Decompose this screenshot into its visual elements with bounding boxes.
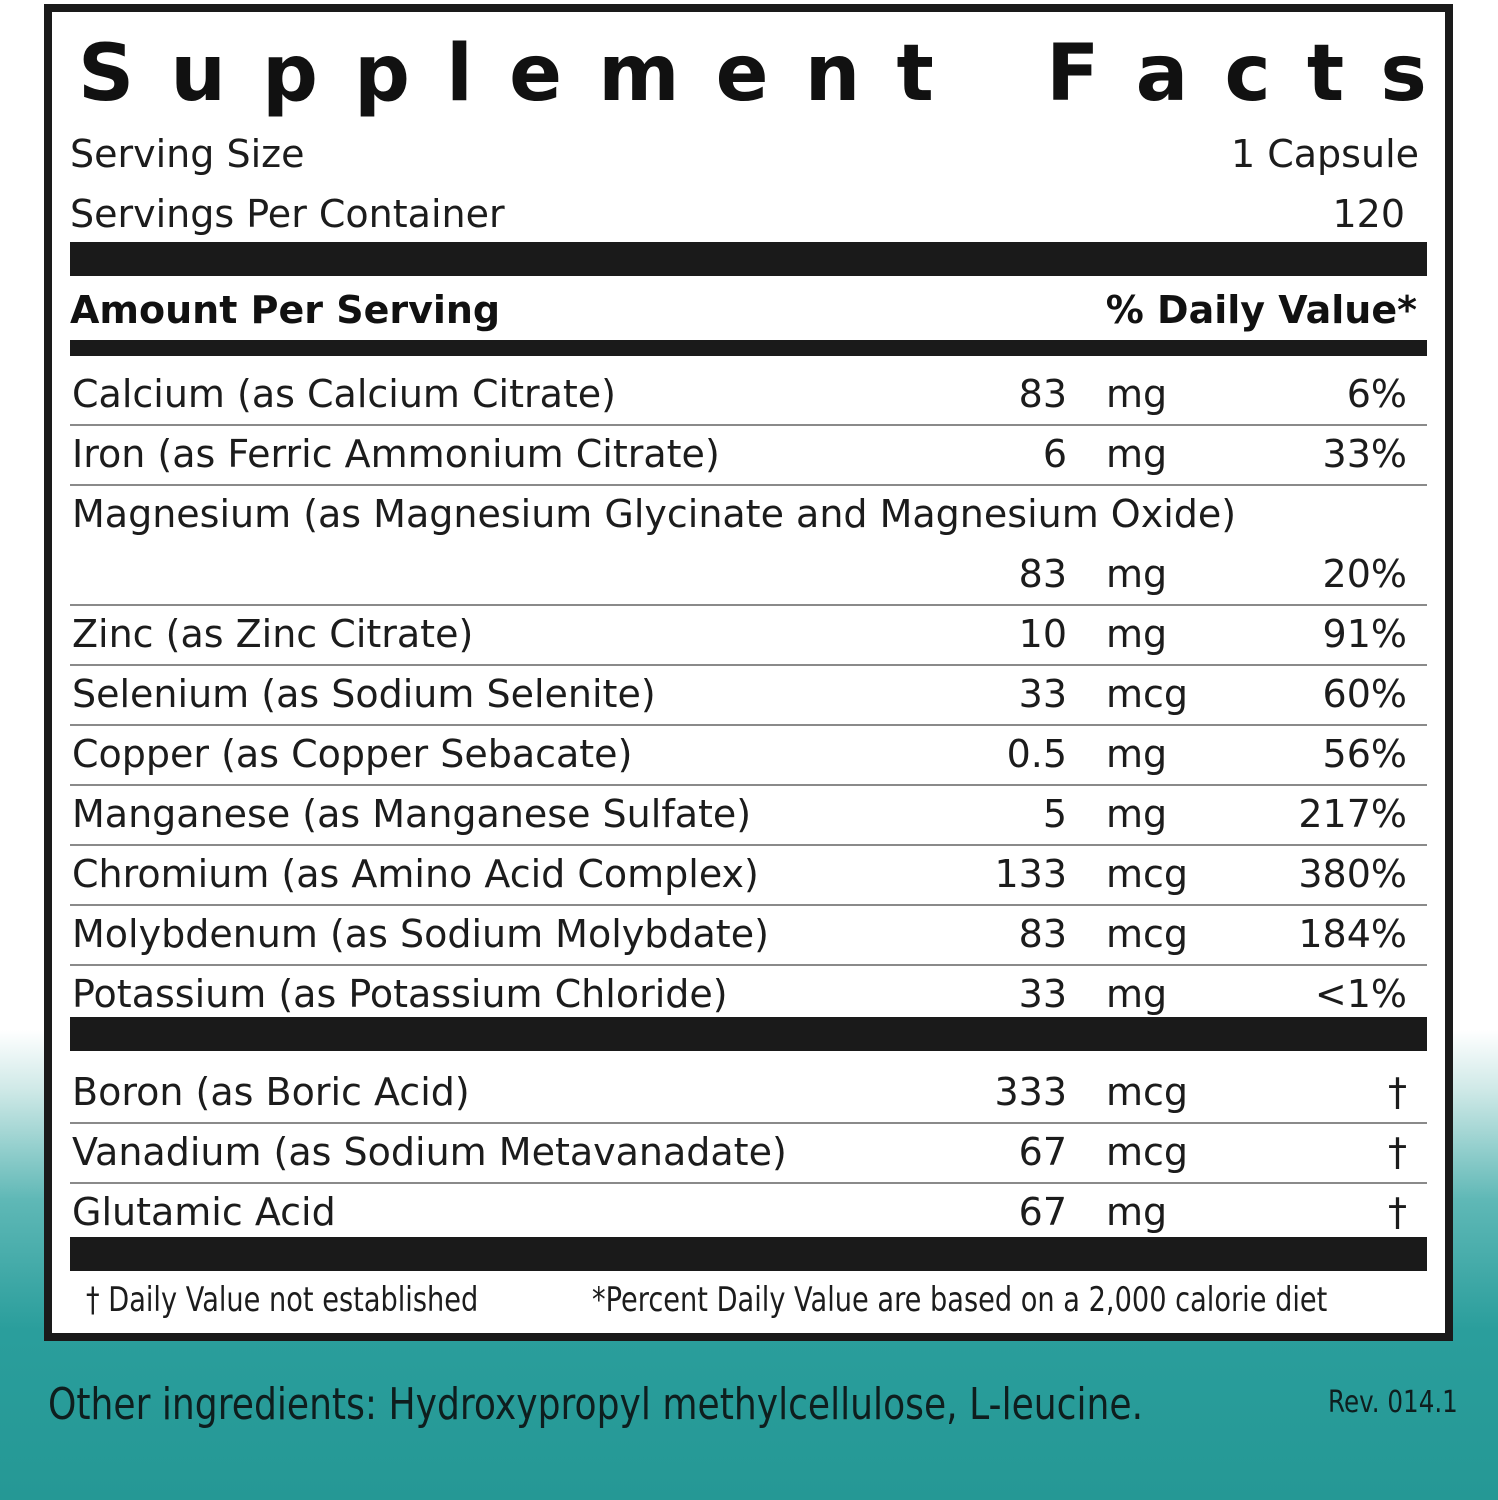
nutrient-unit: mg: [1106, 552, 1168, 596]
nutrient-daily-value: <1%: [1314, 972, 1407, 1016]
serving-size-value: 1 Capsule: [1230, 132, 1419, 176]
nutrient-amount: 0.5: [1006, 732, 1067, 776]
nutrient-amount: 5: [1042, 792, 1067, 836]
nutrient-row: [70, 1122, 1427, 1184]
nutrient-amount: 133: [994, 852, 1067, 896]
servings-per-container-value: 120: [1332, 192, 1405, 236]
nutrient-amount: 83: [1018, 552, 1067, 596]
nutrient-daily-value: 20%: [1322, 552, 1407, 596]
nutrient-row: [70, 604, 1427, 666]
nutrient-name: Calcium (as Calcium Citrate): [72, 372, 617, 416]
thick-divider: [70, 1017, 1427, 1051]
nutrient-unit: mcg: [1106, 672, 1189, 716]
nutrient-name: Iron (as Ferric Ammonium Citrate): [72, 432, 720, 476]
nutrient-name: Magnesium (as Magnesium Glycinate and Magnesium Oxide): [72, 492, 1237, 536]
nutrient-daily-value: 184%: [1298, 912, 1407, 956]
title-letter: F: [1046, 29, 1100, 119]
nutrient-name: Zinc (as Zinc Citrate): [72, 612, 474, 656]
nutrient-row: [70, 1182, 1427, 1242]
nutrient-row: [70, 664, 1427, 726]
nutrient-unit: mg: [1106, 792, 1168, 836]
nutrient-unit: mg: [1106, 432, 1168, 476]
nutrient-unit: mcg: [1106, 1130, 1189, 1174]
nutrient-daily-value: 217%: [1298, 792, 1407, 836]
dagger-footnote: † Daily Value not established: [86, 1280, 479, 1320]
nutrient-name: Boron (as Boric Acid): [72, 1070, 470, 1114]
nutrient-row: [70, 364, 1427, 426]
nutrient-amount: 83: [1018, 912, 1067, 956]
title-letter: e: [509, 29, 562, 119]
nutrient-amount: 33: [1018, 972, 1067, 1016]
revision-number: Rev. 014.1: [1328, 1385, 1458, 1420]
title-letter: u: [170, 29, 226, 119]
nutrient-amount: 333: [994, 1070, 1067, 1114]
nutrient-row: [70, 484, 1427, 606]
thick-divider: [70, 242, 1427, 276]
nutrient-daily-value: 33%: [1322, 432, 1407, 476]
nutrient-unit: mg: [1106, 732, 1168, 776]
nutrient-amount: 33: [1018, 672, 1067, 716]
nutrient-unit: mcg: [1106, 1070, 1189, 1114]
nutrient-unit: mg: [1106, 972, 1168, 1016]
percent-daily-value-footnote: *Percent Daily Value are based on a 2,000 calorie diet: [592, 1280, 1328, 1320]
nutrient-daily-value: 56%: [1322, 732, 1407, 776]
nutrient-name: Glutamic Acid: [72, 1190, 336, 1234]
nutrient-name: Selenium (as Sodium Selenite): [72, 672, 656, 716]
nutrient-unit: mg: [1106, 612, 1168, 656]
title-letter: m: [598, 29, 680, 119]
nutrient-name: Molybdenum (as Sodium Molybdate): [72, 912, 769, 956]
title-letter: s: [1380, 29, 1427, 119]
nutrient-name: Copper (as Copper Sebacate): [72, 732, 633, 776]
nutrient-row: [70, 724, 1427, 786]
title-letter: p: [354, 29, 410, 119]
nutrient-name: Vanadium (as Sodium Metavanadate): [72, 1130, 787, 1174]
panel-title: [78, 29, 1427, 119]
title-letter: n: [804, 29, 861, 119]
nutrient-daily-value: †: [1388, 1190, 1407, 1234]
nutrient-daily-value: 380%: [1298, 852, 1407, 896]
nutrient-unit: mg: [1106, 1190, 1168, 1234]
nutrient-daily-value: 6%: [1346, 372, 1407, 416]
title-letter: p: [262, 29, 318, 119]
nutrient-unit: mg: [1106, 372, 1168, 416]
nutrient-amount: 6: [1042, 432, 1067, 476]
nutrient-row: [70, 904, 1427, 966]
nutrient-amount: 67: [1018, 1190, 1067, 1234]
title-letter: e: [715, 29, 769, 119]
nutrient-name: Manganese (as Manganese Sulfate): [72, 792, 752, 836]
serving-size-label: Serving Size: [70, 132, 305, 176]
nutrient-row: [70, 844, 1427, 906]
nutrient-daily-value: †: [1388, 1070, 1407, 1114]
thick-divider: [70, 1237, 1427, 1271]
title-letter: c: [1224, 29, 1271, 119]
nutrient-row: [70, 1062, 1427, 1124]
amount-per-serving-header: Amount Per Serving: [70, 288, 501, 332]
nutrient-unit: mcg: [1106, 912, 1189, 956]
nutrient-daily-value: 60%: [1322, 672, 1407, 716]
title-letter: t: [896, 29, 934, 119]
daily-value-header: % Daily Value*: [1105, 288, 1417, 332]
nutrient-row: [70, 424, 1427, 486]
servings-per-container-label: Servings Per Container: [70, 192, 505, 236]
title-letter: l: [446, 29, 473, 119]
other-ingredients: Other ingredients: Hydroxypropyl methylcellulose, L-leucine.: [48, 1379, 1144, 1430]
nutrient-daily-value: †: [1388, 1130, 1407, 1174]
nutrient-amount: 83: [1018, 372, 1067, 416]
nutrient-amount: 10: [1018, 612, 1067, 656]
title-letter: a: [1135, 29, 1189, 119]
supplement-facts-panel: [44, 4, 1453, 1341]
title-letter: S: [78, 29, 135, 119]
nutrient-row: [70, 964, 1427, 1024]
nutrient-amount: 67: [1018, 1130, 1067, 1174]
title-letter: t: [1306, 29, 1345, 119]
nutrient-name: Potassium (as Potassium Chloride): [72, 972, 728, 1016]
nutrient-unit: mcg: [1106, 852, 1189, 896]
medium-divider: [70, 340, 1427, 356]
nutrient-row: [70, 784, 1427, 846]
nutrient-name: Chromium (as Amino Acid Complex): [72, 852, 759, 896]
nutrient-daily-value: 91%: [1322, 612, 1407, 656]
